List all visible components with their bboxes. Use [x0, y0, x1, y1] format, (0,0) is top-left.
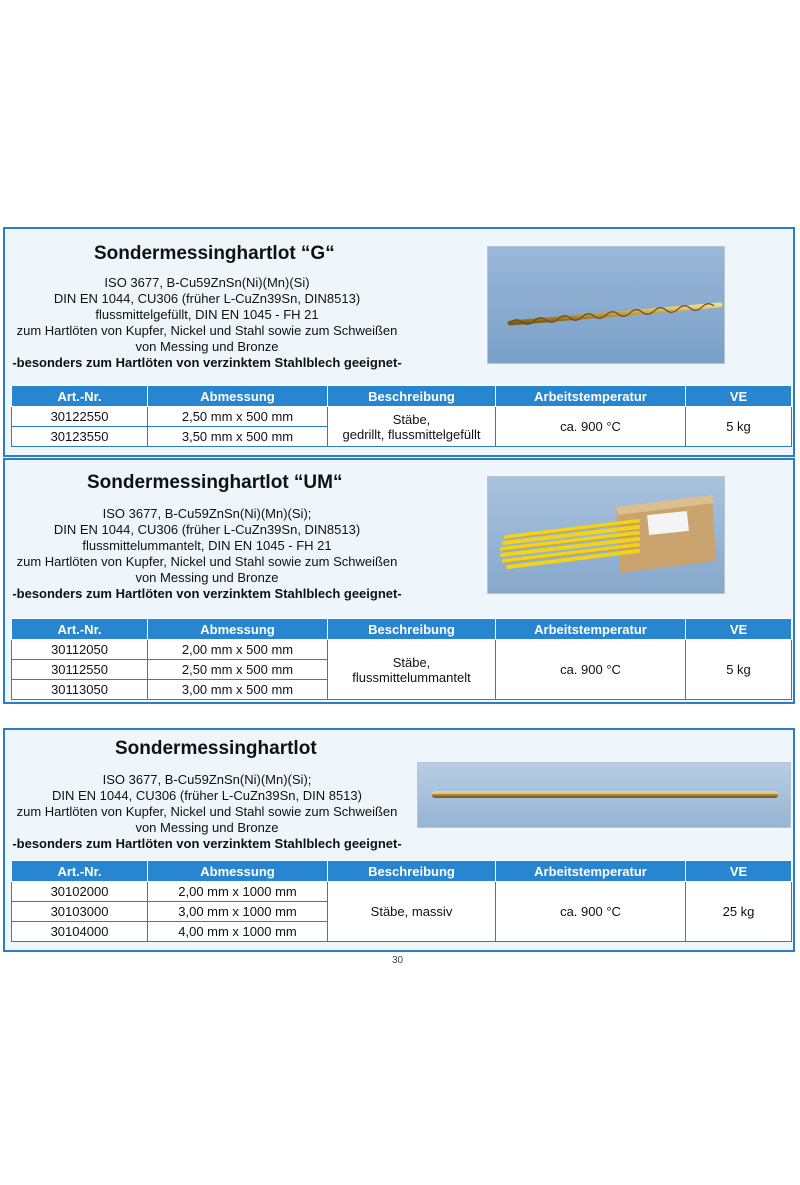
description-line: zum Hartlöten von Kupfer, Nickel und Stahl sowie zum Schweißen	[16, 804, 398, 819]
product-panel-g	[3, 227, 795, 457]
product-title: Sondermessinghartlot	[115, 738, 317, 759]
description-line: DIN EN 1044, CU306 (früher L-CuZn39Sn, DIN8513)	[53, 291, 361, 306]
art-nr-cell: 30104000	[12, 922, 148, 942]
abmessung-cell: 3,00 mm x 500 mm	[148, 680, 328, 700]
table-row	[12, 640, 792, 660]
product-highlight: -besonders zum Hartlöten von verzinktem Stahlblech geeignet-	[12, 586, 402, 601]
column-header-abmessung: Abmessung	[148, 861, 328, 882]
arbeitstemperatur-cell: ca. 900 °C	[496, 407, 686, 447]
product-highlight: -besonders zum Hartlöten von verzinktem Stahlblech geeignet-	[12, 355, 402, 370]
description-line: ISO 3677, B-Cu59ZnSn(Ni)(Mn)(Si);	[102, 772, 312, 787]
column-header-art-nr: Art.-Nr.	[12, 386, 148, 407]
beschreibung-line: Stäbe,	[392, 411, 431, 427]
arbeitstemperatur-cell: ca. 900 °C	[496, 640, 686, 700]
description-line: flussmittelgefüllt, DIN EN 1045 - FH 21	[95, 307, 319, 322]
product-description	[7, 275, 407, 371]
beschreibung-line: gedrillt, flussmittelgefüllt	[342, 426, 481, 442]
ve-cell: 5 kg	[686, 640, 792, 700]
abmessung-cell: 4,00 mm x 1000 mm	[148, 922, 328, 942]
product-title: Sondermessinghartlot “G“	[94, 243, 335, 264]
product-table	[11, 385, 792, 447]
art-nr-cell: 30113050	[12, 680, 148, 700]
abmessung-cell: 2,00 mm x 1000 mm	[148, 882, 328, 902]
column-header-ve: VE	[686, 386, 792, 407]
beschreibung-cell: Stäbe, massiv	[328, 882, 496, 942]
product-table	[11, 860, 792, 942]
art-nr-cell: 30112550	[12, 660, 148, 680]
column-header-art-nr: Art.-Nr.	[12, 619, 148, 640]
art-nr-cell: 30122550	[12, 407, 148, 427]
abmessung-cell: 3,50 mm x 500 mm	[148, 427, 328, 447]
brass-rod-bundle-icon	[418, 763, 790, 827]
art-nr-cell: 30123550	[12, 427, 148, 447]
beschreibung-cell	[328, 407, 496, 447]
table-row	[12, 407, 792, 427]
product-title: Sondermessinghartlot “UM“	[87, 472, 343, 493]
column-header-abmessung: Abmessung	[148, 619, 328, 640]
ve-cell: 25 kg	[686, 882, 792, 942]
twisted-brazing-rod-icon	[488, 247, 724, 363]
product-panel-um	[3, 458, 795, 704]
coated-rods-in-box-icon	[488, 477, 724, 593]
description-line: von Messing und Bronze	[135, 820, 279, 835]
column-header-arbeitstemperatur: Arbeitstemperatur	[496, 861, 686, 882]
beschreibung-line: flussmittelummantelt	[352, 669, 471, 685]
column-header-abmessung: Abmessung	[148, 386, 328, 407]
column-header-arbeitstemperatur: Arbeitstemperatur	[496, 619, 686, 640]
table-row	[12, 882, 792, 902]
abmessung-cell: 2,50 mm x 500 mm	[148, 407, 328, 427]
description-line: ISO 3677, B-Cu59ZnSn(Ni)(Mn)(Si)	[104, 275, 310, 290]
product-description	[7, 506, 407, 602]
product-description	[7, 772, 407, 852]
column-header-arbeitstemperatur: Arbeitstemperatur	[496, 386, 686, 407]
product-photo	[417, 762, 791, 828]
description-line: ISO 3677, B-Cu59ZnSn(Ni)(Mn)(Si);	[102, 506, 312, 521]
arbeitstemperatur-cell: ca. 900 °C	[496, 882, 686, 942]
column-header-art-nr: Art.-Nr.	[12, 861, 148, 882]
description-line: von Messing und Bronze	[135, 339, 279, 354]
description-line: DIN EN 1044, CU306 (früher L-CuZn39Sn, DIN 8513)	[52, 788, 362, 803]
product-highlight: -besonders zum Hartlöten von verzinktem Stahlblech geeignet-	[12, 836, 402, 851]
product-photo	[487, 246, 725, 364]
column-header-beschreibung: Beschreibung	[328, 619, 496, 640]
beschreibung-line: Stäbe,	[392, 654, 431, 670]
column-header-ve: VE	[686, 861, 792, 882]
art-nr-cell: 30112050	[12, 640, 148, 660]
description-line: DIN EN 1044, CU306 (früher L-CuZn39Sn, DIN8513)	[53, 522, 361, 537]
beschreibung-cell	[328, 640, 496, 700]
abmessung-cell: 3,00 mm x 1000 mm	[148, 902, 328, 922]
product-table	[11, 618, 792, 700]
art-nr-cell: 30103000	[12, 902, 148, 922]
column-header-beschreibung: Beschreibung	[328, 386, 496, 407]
description-line: zum Hartlöten von Kupfer, Nickel und Stahl sowie zum Schweißen	[16, 554, 398, 569]
column-header-beschreibung: Beschreibung	[328, 861, 496, 882]
product-photo	[487, 476, 725, 594]
description-line: zum Hartlöten von Kupfer, Nickel und Stahl sowie zum Schweißen	[16, 323, 398, 338]
art-nr-cell: 30102000	[12, 882, 148, 902]
description-line: flussmittelummantelt, DIN EN 1045 - FH 21	[82, 538, 332, 553]
description-line: von Messing und Bronze	[135, 570, 279, 585]
abmessung-cell: 2,00 mm x 500 mm	[148, 640, 328, 660]
abmessung-cell: 2,50 mm x 500 mm	[148, 660, 328, 680]
page-number: 30	[392, 955, 404, 966]
ve-cell: 5 kg	[686, 407, 792, 447]
product-panel-massiv	[3, 728, 795, 952]
column-header-ve: VE	[686, 619, 792, 640]
